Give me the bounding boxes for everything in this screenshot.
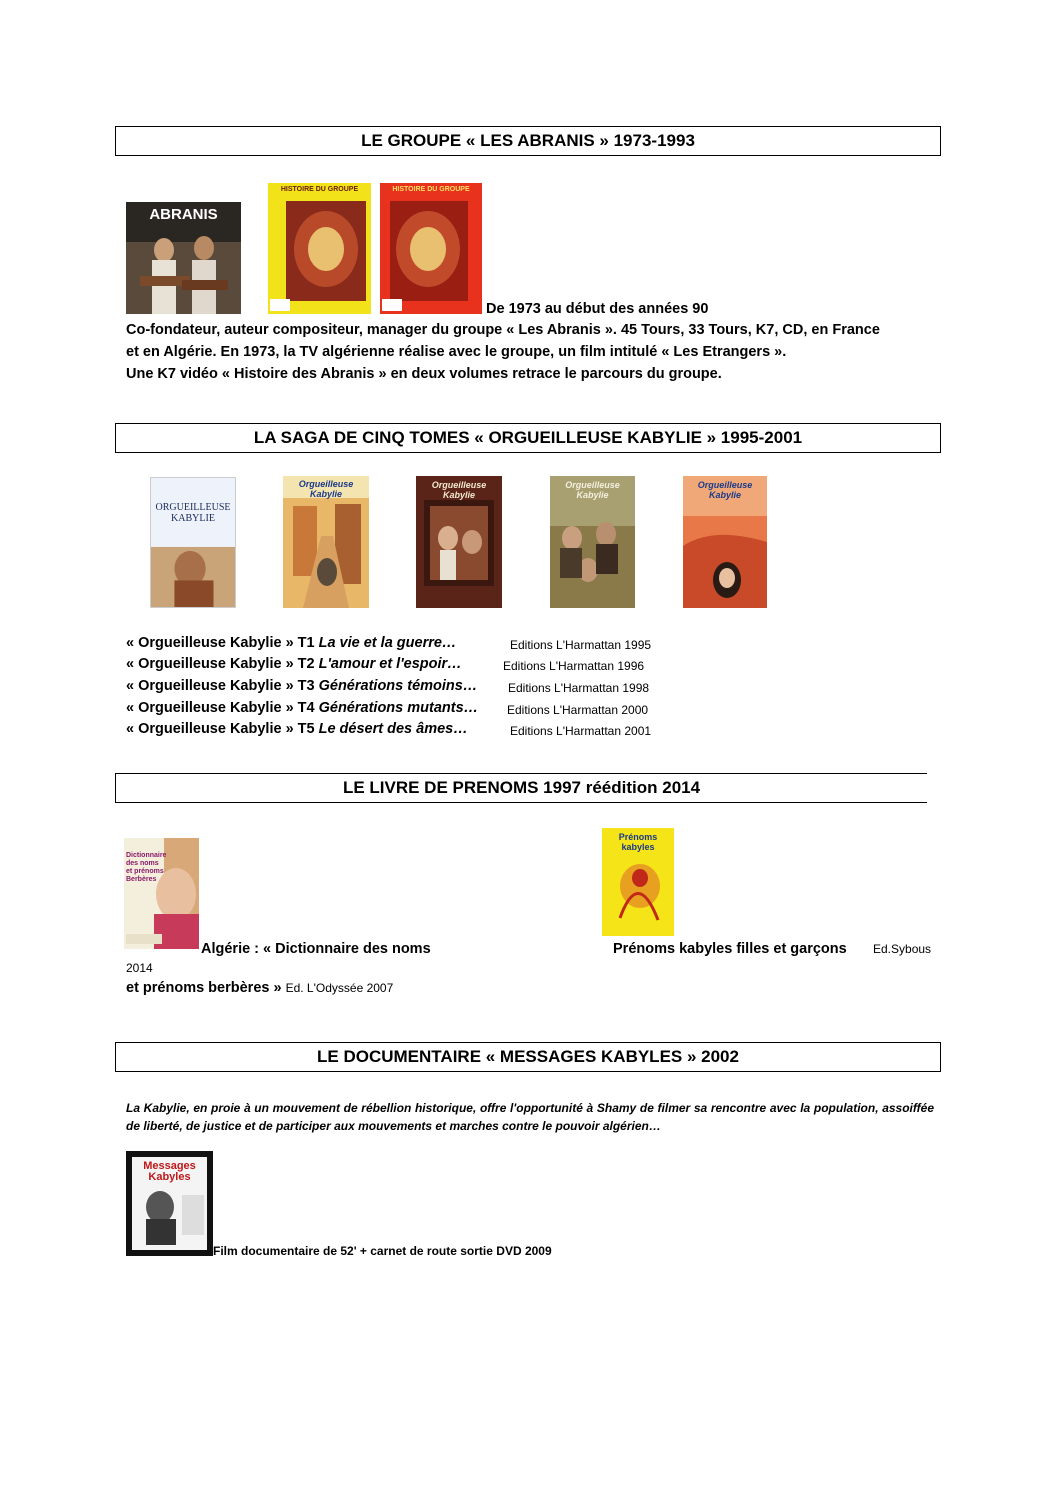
documentaire-description: La Kabylie, en proie à un mouvement de rébellion historique, offre l'opportunité à Shamy de filmer sa rencontre avec la population, assoiffée de liberté, de justice et de participer aux mouvements et marches contre le pouvoir algérien… — [126, 1101, 934, 1133]
saga-tome-3 — [126, 677, 650, 695]
saga-tome-5-prefix: « Orgueilleuse Kabylie » T5 — [126, 721, 319, 737]
book-cover-dictionnaire-title: Dictionnaire des noms et prénoms Berbères — [126, 852, 167, 883]
saga-tome-1 — [126, 634, 652, 652]
saga-tome-2-prefix: « Orgueilleuse Kabylie » T2 — [126, 656, 319, 672]
book-cover-tome-2-image — [283, 476, 369, 608]
saga-tome-3-title: Générations témoins… — [318, 678, 478, 694]
abranis-description — [126, 319, 936, 385]
saga-tome-5-publisher: Editions L'Harmattan 2001 — [510, 724, 652, 738]
vhs-cover-yellow-title: HISTOIRE DU GROUPE — [280, 186, 359, 193]
prenoms-dictionnaire-title-1: Algérie : « Dictionnaire des noms — [201, 941, 431, 957]
saga-tome-2-publisher: Editions L'Harmattan 1996 — [503, 659, 645, 673]
abranis-line-2: et en Algérie. En 1973, la TV algérienne réalise avec le groupe, un film intitulé « Les Etrangers ». — [126, 344, 787, 360]
abranis-line-3: Une K7 vidéo « Histoire des Abranis » en deux volumes retrace le parcours du groupe. — [126, 366, 722, 382]
album-cover-title: ABRANIS — [149, 206, 218, 223]
saga-tome-1-publisher: Editions L'Harmattan 1995 — [510, 638, 652, 652]
prenoms-kabyles-title: Prénoms kabyles filles et garçons — [613, 941, 847, 957]
saga-tome-5-title: Le désert des âmes… — [318, 721, 468, 737]
book-cover-tome-5-title: Orgueilleuse Kabylie — [697, 480, 753, 500]
book-cover-tome-1-title: ORGUEILLEUSE KABYLIE — [155, 502, 231, 524]
section-heading-saga: LA SAGA DE CINQ TOMES « ORGUEILLEUSE KABYLIE » 1995-2001 — [115, 423, 941, 453]
prenoms-dictionnaire-year: 2014 — [126, 961, 153, 975]
saga-tome-5 — [126, 720, 652, 738]
dvd-cover-messages-kabyles-image — [126, 1151, 213, 1256]
album-cover-abranis-image — [126, 202, 241, 314]
abranis-intro: De 1973 au début des années 90 — [486, 301, 709, 317]
section-heading-documentaire: LE DOCUMENTAIRE « MESSAGES KABYLES » 2002 — [115, 1042, 941, 1072]
saga-tome-1-prefix: « Orgueilleuse Kabylie » T1 — [126, 635, 319, 651]
book-cover-dictionnaire-image — [124, 838, 199, 949]
book-cover-tome-1-image — [150, 477, 236, 608]
saga-tome-4-prefix: « Orgueilleuse Kabylie » T4 — [126, 700, 319, 716]
vhs-cover-red-title: HISTOIRE DU GROUPE — [392, 186, 470, 193]
book-cover-tome-3-title: Orgueilleuse Kabylie — [431, 480, 487, 500]
dvd-cover-title: Messages Kabyles — [143, 1160, 196, 1183]
book-cover-prenoms-kabyles-image — [602, 828, 674, 936]
vhs-cover-yellow-image — [268, 183, 371, 314]
book-cover-tome-5-image — [683, 476, 767, 608]
prenoms-dictionnaire-title-2-text: et prénoms berbères » — [126, 980, 286, 996]
saga-tome-2-title: L'amour et l'espoir… — [318, 656, 462, 672]
book-cover-tome-4-title: Orgueilleuse Kabylie — [565, 480, 620, 500]
saga-tome-4-title: Générations mutants… — [318, 700, 479, 716]
prenoms-kabyles-publisher: Ed.Sybous — [873, 942, 932, 956]
saga-tome-3-publisher: Editions L'Harmattan 1998 — [508, 681, 650, 695]
section-heading-prenoms: LE LIVRE DE PRENOMS 1997 réédition 2014 — [115, 773, 927, 803]
saga-tome-4 — [126, 699, 649, 717]
abranis-line-1: Co-fondateur, auteur compositeur, manager du groupe « Les Abranis ». 45 Tours, 33 Tours, K7, CD, en France — [126, 322, 880, 338]
book-cover-tome-3-image — [416, 476, 502, 608]
prenoms-dictionnaire-publisher: Ed. L'Odyssée 2007 — [285, 981, 394, 995]
book-cover-prenoms-kabyles-title: Prénoms kabyles — [618, 832, 658, 852]
book-cover-tome-2-title: Orgueilleuse Kabylie — [298, 479, 354, 499]
documentaire-caption: Film documentaire de 52' + carnet de route sortie DVD 2009 — [213, 1244, 552, 1258]
saga-tome-4-publisher: Editions L'Harmattan 2000 — [507, 703, 649, 717]
vhs-cover-red-image — [380, 183, 482, 314]
saga-tome-1-title: La vie et la guerre… — [318, 635, 457, 651]
prenoms-dictionnaire-title-2 — [126, 979, 393, 997]
saga-tome-2 — [126, 655, 645, 673]
section-heading-abranis: LE GROUPE « LES ABRANIS » 1973-1993 — [115, 126, 941, 156]
book-cover-tome-4-image — [550, 476, 635, 608]
saga-tome-3-prefix: « Orgueilleuse Kabylie » T3 — [126, 678, 319, 694]
